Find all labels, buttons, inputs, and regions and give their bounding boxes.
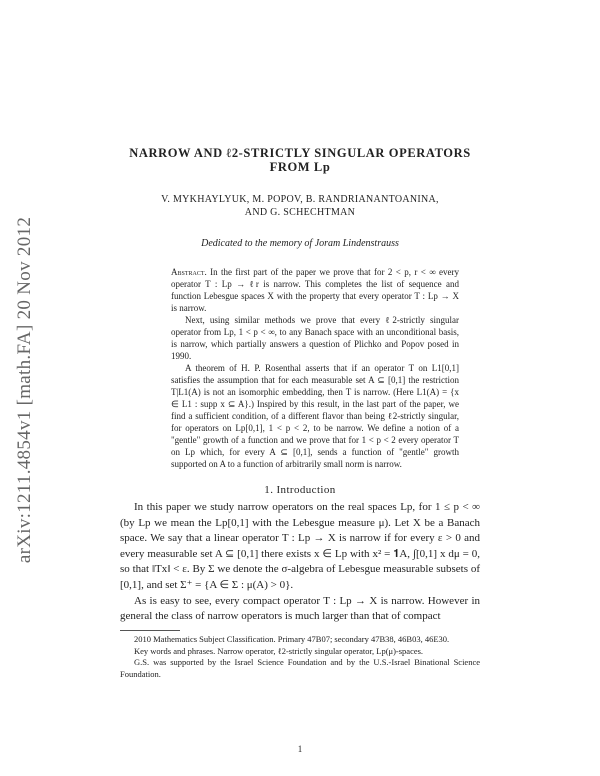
intro-paragraph-1: In this paper we study narrow operators on the real spaces Lp, for 1 ≤ p < ∞ (by Lp we mean the Lp[0,1] with the Lebesgue measure μ). Let X be a Banach space. We say that a linear operator T : Lp → X is narrow if for every ε > 0 and every measurable set A ⊆ [0,1] there exists x ∈ Lp with x² = 𝟏A, ∫[0,1] x dμ = 0, so that ‖Tx‖ < ε. By Σ we denote the σ-algebra of Lebesgue measurable subsets of [0,1], and set Σ⁺ = {A ∈ Σ : μ(A) > 0}. [120,501,480,591]
abstract [171,266,459,470]
footnote-keywords: Key words and phrases. Narrow operator, ℓ2-strictly singular operator, Lp(μ)-spaces. [134,645,424,656]
abstract-paragraph-1: Abstract. In the first part of the paper we prove that for 2 < p, r < ∞ every operator T : Lp → ℓr is narrow. This completes the list of sequence and function Lebesgue spaces X with the property that every operator T : Lp → X is narrow. [171,267,459,313]
paper-title-line-2: FROM Lp [269,160,331,174]
abstract-paragraph-2: Next, using similar methods we prove that every ℓ2-strictly singular operator from Lp, 1 < p < ∞, to any Banach space with an unconditional basis, is narrow, which partially answers a question of Plichko and Popov posed in 1990. [171,315,459,361]
page-number: 1 [297,744,303,754]
abstract-label: Abstract. [171,267,207,277]
authors-line-1: V. MYKHAYLYUK, M. POPOV, B. RANDRIANANTOANINA, [161,194,439,205]
footnote-msc: 2010 Mathematics Subject Classification. Primary 47B07; secondary 47B38, 46B03, 46E30. [134,634,450,644]
abstract-paragraph-3: A theorem of H. P. Rosenthal asserts that if an operator T on L1[0,1] satisfies the assumption that for each measurable set A ⊆ [0,1] the restriction T|L1(A) is not an isomorphic embedding, then T is narrow. (Here L1(A) = {x ∈ L1 : supp x ⊆ A}.) Inspired by this result, in the last part of the paper, we find a sufficient condition, of a different flavor than being ℓ2-strictly singular, for operators on Lp[0,1], 1 < p < 2, to be narrow. We define a notion of a "gentle" growth of a function and we prove that for 1 < p < 2 every operator T on Lp which, for every A ⊆ [0,1], sends a function of "gentle" growth supported on A to a function of arbitrarily small norm is narrow. [171,363,459,469]
footnote-funding: G.S. was supported by the Israel Science Foundation and by the U.S.-Israel Binational Science Foundation. [120,657,480,679]
arxiv-sidebar [10,180,40,600]
section-heading: 1. Introduction [264,484,336,496]
dedication: Dedicated to the memory of Joram Lindenstrauss [201,238,399,249]
authors-line-2: AND G. SCHECHTMAN [244,207,356,218]
arxiv-identifier: arXiv:1211.4854v1 [math.FA] 20 Nov 2012 [14,216,35,564]
paper-title-line-1: NARROW AND ℓ2-STRICTLY SINGULAR OPERATORS [129,146,471,160]
introduction-body [120,500,480,625]
intro-paragraph-2: As is easy to see, every compact operator T : Lp → X is narrow. However in general the class of narrow operators is much larger than that of compact [120,594,480,623]
footnote-rule [120,630,180,631]
footnotes [120,634,480,680]
